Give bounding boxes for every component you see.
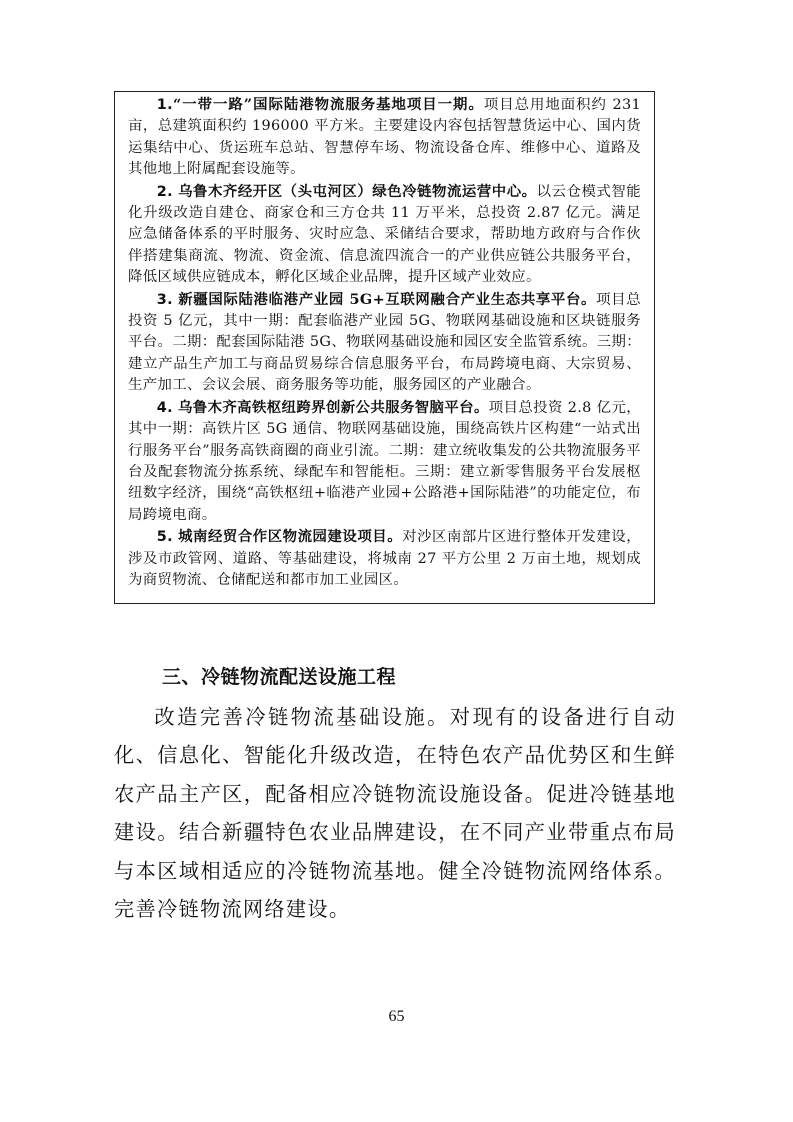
project-item-number: 4.: [156, 399, 173, 416]
project-item-1: [128, 94, 641, 181]
project-item-4: [128, 397, 641, 526]
project-item-title: “一带一路”国际陆港物流服务基地项目一期。: [172, 96, 484, 113]
project-item-5: [128, 526, 641, 591]
project-item-title: 乌鲁木齐经开区（头屯河区）绿色冷链物流运营中心。: [178, 182, 537, 200]
project-item-number: 5.: [156, 529, 173, 546]
page-number: 65: [388, 1008, 405, 1025]
project-item-title: 城南经贸合作区物流园建设项目。: [178, 528, 403, 546]
project-item-text: 对沙区南部片区进行整体开发建设，涉及市政管网、道路、等基础建设，将城南 27 平方公里 2 万亩土地，规划成为商贸物流、仓储配送和都市加工业园区。: [128, 529, 641, 588]
project-item-text: 以云仓模式智能化升级改造自建仓、商家仓和三方仓共 11 万平米，总投资 2.87 亿元。满足应急储备体系的平时服务、灾时应急、采储结合要求，帮助地方政府与合作伙伴搭建集商流、物流、资金流、信息流四流合一的产业供应链公共服务平台，降低区域供应链成本，孵化区域企业品牌，提升区域产业效应。: [128, 183, 641, 286]
project-item-text: 项目总投资 2.8 亿元，其中一期：高铁片区 5G 通信、物联网基础设施，围绕高铁片区构建“一站式出行服务平台”服务高铁商圈的商业引流。二期：建立统收集发的公共物流服务平台及配套物流分拣系统、绿配车和智能柜。三期：建立新零售服务平台发展枢纽数字经济，围绕“高铁枢纽+临港产业园+公路港+国际陆港”的功能定位，布局跨境电商。: [128, 399, 641, 523]
project-item-text: 项目总投资 5 亿元，其中一期：配套临港产业园 5G、物联网基础设施和区块链服务平台。二期：配套国际陆港 5G、物联网基础设施和园区安全监管系统。三期：建立产品生产加工与商品贸易综合信息服务平台，布局跨境电商、大宗贸易、生产加工、会议会展、商务服务等功能，服务园区的产业融合。: [128, 291, 641, 394]
project-item-number: 2.: [156, 183, 173, 200]
project-item-number: 1.: [156, 97, 173, 113]
project-item-3: [128, 289, 641, 397]
project-list-box: [114, 91, 655, 604]
project-item-number: 3.: [156, 291, 173, 308]
project-item-2: [128, 181, 641, 289]
project-item-title: 乌鲁木齐高铁枢纽跨界创新公共服务智脑平台。: [177, 398, 489, 416]
project-item-text: 项目总用地面积约 231 亩，总建筑面积约 196000 平方米。主要建设内容包括智慧货运中心、国内货运集结中心、货运班车总站、智慧停车场、物流设备仓库、维修中心、道路及其他地上附属配套设施等。: [128, 97, 642, 178]
project-item-title: 新疆国际陆港临港产业园 5G+互联网融合产业生态共享平台。: [178, 290, 597, 308]
section-heading: 三、冷链物流配送设施工程: [162, 666, 397, 688]
section-body-paragraph: 改造完善冷链物流基础设施。对现有的设备进行自动化、信息化、智能化升级改造，在特色农产品优势区和生鲜农产品主产区，配备相应冷链物流设施设备。促进冷链基地建设。结合新疆特色农业品牌建设，在不同产业带重点布局与本区域相适应的冷链物流基地。健全冷链物流网络体系。完善冷链物流网络建设。: [114, 705, 676, 922]
